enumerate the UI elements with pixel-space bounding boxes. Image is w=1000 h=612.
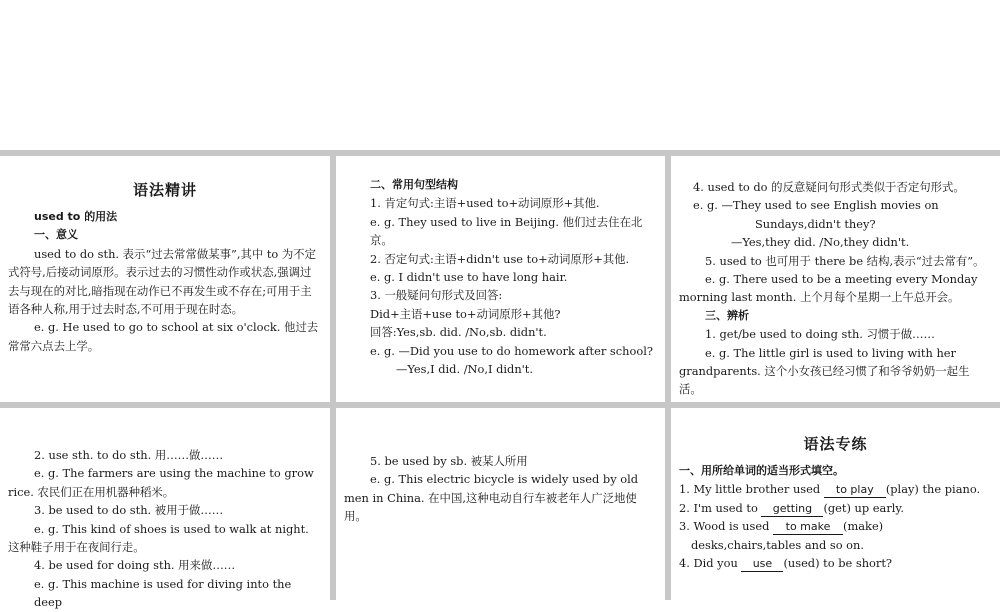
- example-answer: —Yes,they did. /No,they didn't.: [731, 235, 910, 250]
- answer-formula: 回答:Yes,sb. did. /No,sb. didn't.: [370, 325, 547, 340]
- panel-title: 语法精讲: [132, 181, 197, 199]
- comparison-item: 1. get/be used to doing sth. 习惯于做……: [705, 327, 935, 342]
- paragraph-example: e. g. He used to go to school at six o'clock. 他过去常常六点去上学。: [8, 320, 319, 353]
- comparison-item: 4. be used for doing sth. 用来做……: [34, 558, 236, 573]
- slide-grid: [0, 150, 1000, 610]
- example-line: e. g. I didn't use to have long hair.: [370, 270, 568, 285]
- panel-grammar-explanation: [0, 156, 330, 402]
- question-formula: Did+主语+use to+动词原形+其他?: [370, 306, 561, 321]
- example-line: e. g. This kind of shoes is used to walk at night. 这种鞋子用于在夜间行走。: [8, 521, 309, 555]
- section-heading-meaning: 一、意义: [34, 228, 78, 242]
- exercise-item-1: [679, 480, 992, 498]
- exercise-suffix: (get) up early.: [823, 500, 904, 515]
- comparison-item: 2. use sth. to do sth. 用……做……: [34, 448, 224, 462]
- answer-blank[interactable]: use: [741, 556, 783, 572]
- structure-affirmative: 1. 肯定句式:主语+used to+动词原形+其他.: [370, 196, 600, 211]
- exercise-prefix: 2. I'm used to: [679, 500, 762, 515]
- exercise-prefix: 3. Wood is used: [679, 519, 773, 534]
- rule-there-be: 5. used to 也可用于 there be 结构,表示“过去常有”。: [705, 253, 985, 268]
- subheading: used to 的用法: [34, 210, 118, 223]
- top-blank-area: [0, 0, 1000, 150]
- example-line: e. g. They used to live in Beijing. 他们过去住在北京。: [370, 214, 643, 248]
- example-line: e. g. This electric bicycle is widely used by old men in China. 在中国,这种电动自行车被老年人广泛地使用。: [344, 472, 639, 524]
- example-line: e. g. There used to be a meeting every Monday morning last month. 上个月每个星期一上午总开会。: [679, 272, 978, 305]
- comparison-item: 5. be used by sb. 被某人所用: [370, 454, 528, 468]
- example-text: e. g. —They used to see English movies on Sundays,didn't they?: [693, 198, 939, 231]
- exercise-prefix: 1. My little brother used: [679, 482, 824, 497]
- exercise-suffix: (used) to be short?: [783, 556, 893, 571]
- section-heading-comparison: 三、辨析: [705, 308, 749, 322]
- panel-title: 语法专练: [803, 435, 868, 453]
- paragraph-meaning: used to do sth. 表示“过去常常做某事”,其中 to 为不定式符号,后接动词原形。表示过去的习惯性动作或状态,强调过去与现在的对比,暗指现在动作已不再发生或不存在;可用于主语各种人称,用于过去时态,不可用于现在时态。: [8, 246, 317, 317]
- structure-question: 3. 一般疑问句形式及回答:: [370, 288, 503, 303]
- answer-blank[interactable]: to play: [824, 482, 886, 498]
- panel-tag-questions-and-comparison: [671, 156, 1000, 402]
- panel-used-by: [336, 408, 665, 600]
- exercise-suffix: (play) the piano.: [885, 482, 981, 497]
- rule-tag-question: 4. used to do 的反意疑问句形式类似于否定句形式。: [693, 180, 965, 194]
- example-answer: —Yes,I did. /No,I didn't.: [396, 362, 534, 377]
- example-line: e. g. The farmers are using the machine to grow rice. 农民们正在用机器种稻米。: [8, 466, 314, 499]
- answer-blank[interactable]: to make: [773, 519, 843, 535]
- exercise-prefix: 4. Did you: [679, 556, 742, 571]
- comparison-item: 3. be used to do sth. 被用于做……: [34, 503, 224, 518]
- panel-sentence-structures: [336, 156, 665, 402]
- section-heading-exercise: 一、用所给单词的适当形式填空。: [679, 464, 844, 477]
- exercise-item-2: [679, 499, 992, 517]
- example-line: e. g. This machine is used for diving into the deep: [34, 576, 292, 610]
- example-line: e. g. The little girl is used to living with her grandparents. 这个小女孩已经习惯了和爷爷奶奶一起生活。: [679, 345, 970, 397]
- example-line: e. g. —Did you use to do homework after school?: [370, 343, 653, 358]
- structure-negative: 2. 否定句式:主语+didn't use to+动词原形+其他.: [370, 251, 630, 266]
- panel-grammar-practice: [671, 408, 1000, 600]
- exercise-item-3: [679, 517, 992, 554]
- panel-comparison-continued: [0, 408, 330, 610]
- exercise-item-4: [679, 554, 992, 572]
- exercise-suffix: (make) desks,chairs,tables and so on.: [691, 519, 884, 552]
- answer-blank[interactable]: getting: [761, 501, 823, 517]
- section-heading-structures: 二、常用句型结构: [370, 178, 458, 191]
- example-line: [679, 196, 992, 233]
